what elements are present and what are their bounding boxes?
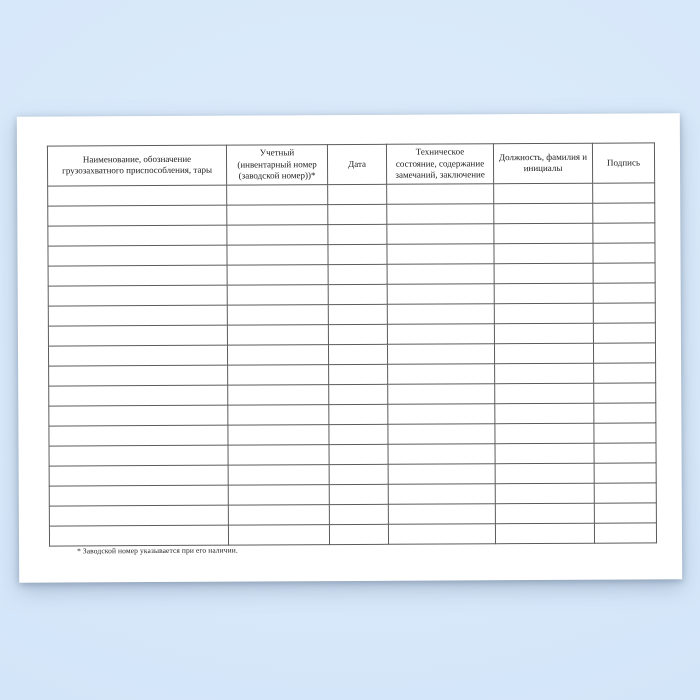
cell-date-row-18 bbox=[329, 524, 388, 544]
cell-date-row-14 bbox=[329, 444, 388, 464]
cell-account-number-row-12 bbox=[228, 404, 329, 425]
cell-technical-condition-row-5 bbox=[387, 263, 494, 284]
cell-signature-row-10 bbox=[594, 362, 656, 382]
table-header-row bbox=[47, 143, 654, 186]
column-header-technical-condition: Техническое состояние, содержание замечаний, заключение bbox=[386, 144, 493, 184]
column-header-name: Наименование, обозначение грузозахватного приспособления, тары bbox=[47, 145, 226, 185]
cell-signature-row-6 bbox=[593, 282, 655, 302]
cell-date-row-2 bbox=[328, 204, 387, 224]
cell-position-name-row-4 bbox=[494, 243, 593, 264]
cell-name-row-13 bbox=[49, 425, 228, 446]
cell-technical-condition-row-17 bbox=[388, 503, 495, 524]
cell-signature-row-13 bbox=[594, 422, 656, 442]
cell-signature-row-17 bbox=[594, 502, 656, 522]
cell-position-name-row-12 bbox=[495, 403, 594, 424]
cell-signature-row-15 bbox=[594, 462, 656, 482]
document-page bbox=[17, 113, 682, 582]
cell-signature-row-1 bbox=[593, 182, 655, 202]
cell-position-name-row-15 bbox=[495, 463, 594, 484]
cell-account-number-row-1 bbox=[227, 184, 328, 205]
cell-name-row-6 bbox=[48, 285, 227, 306]
cell-name-row-7 bbox=[48, 305, 227, 326]
cell-account-number-row-17 bbox=[228, 504, 329, 525]
cell-technical-condition-row-13 bbox=[388, 423, 495, 444]
cell-position-name-row-1 bbox=[494, 183, 593, 204]
cell-account-number-row-5 bbox=[227, 264, 328, 285]
cell-date-row-7 bbox=[328, 304, 387, 324]
cell-technical-condition-row-16 bbox=[388, 483, 495, 504]
cell-name-row-10 bbox=[49, 365, 228, 386]
cell-account-number-row-7 bbox=[227, 304, 328, 325]
cell-technical-condition-row-9 bbox=[387, 343, 494, 364]
cell-date-row-15 bbox=[329, 464, 388, 484]
cell-signature-row-18 bbox=[594, 522, 656, 542]
cell-position-name-row-3 bbox=[494, 223, 593, 244]
cell-date-row-17 bbox=[329, 504, 388, 524]
cell-signature-row-3 bbox=[593, 222, 655, 242]
cell-account-number-row-9 bbox=[227, 344, 328, 365]
cell-technical-condition-row-7 bbox=[387, 303, 494, 324]
cell-signature-row-16 bbox=[594, 482, 656, 502]
cell-position-name-row-5 bbox=[494, 263, 593, 284]
cell-position-name-row-11 bbox=[495, 383, 594, 404]
cell-position-name-row-7 bbox=[494, 303, 593, 324]
cell-account-number-row-16 bbox=[228, 484, 329, 505]
cell-position-name-row-9 bbox=[494, 343, 593, 364]
cell-position-name-row-2 bbox=[494, 203, 593, 224]
cell-signature-row-4 bbox=[593, 242, 655, 262]
cell-signature-row-7 bbox=[593, 302, 655, 322]
cell-technical-condition-row-8 bbox=[387, 323, 494, 344]
cell-account-number-row-13 bbox=[228, 424, 329, 445]
cell-date-row-11 bbox=[329, 384, 388, 404]
cell-signature-row-9 bbox=[593, 342, 655, 362]
cell-position-name-row-8 bbox=[494, 323, 593, 344]
cell-date-row-13 bbox=[329, 424, 388, 444]
cell-date-row-8 bbox=[328, 324, 387, 344]
cell-position-name-row-16 bbox=[495, 483, 594, 504]
cell-name-row-16 bbox=[49, 485, 228, 506]
cell-technical-condition-row-14 bbox=[388, 443, 495, 464]
cell-signature-row-2 bbox=[593, 202, 655, 222]
cell-name-row-5 bbox=[48, 265, 227, 286]
cell-name-row-18 bbox=[49, 525, 228, 546]
cell-account-number-row-15 bbox=[228, 464, 329, 485]
cell-technical-condition-row-2 bbox=[387, 203, 494, 224]
column-header-signature: Подпись bbox=[592, 143, 654, 183]
cell-account-number-row-14 bbox=[228, 444, 329, 465]
cell-account-number-row-8 bbox=[227, 324, 328, 345]
cell-technical-condition-row-4 bbox=[387, 243, 494, 264]
cell-account-number-row-3 bbox=[227, 224, 328, 245]
cell-account-number-row-2 bbox=[227, 204, 328, 225]
cell-name-row-2 bbox=[48, 205, 227, 226]
cell-name-row-15 bbox=[49, 465, 228, 486]
cell-name-row-3 bbox=[48, 225, 227, 246]
cell-date-row-10 bbox=[329, 364, 388, 384]
cell-name-row-8 bbox=[48, 325, 227, 346]
cell-name-row-9 bbox=[48, 345, 227, 366]
cell-account-number-row-18 bbox=[228, 524, 329, 545]
cell-name-row-17 bbox=[49, 505, 228, 526]
cell-date-row-4 bbox=[328, 244, 387, 264]
cell-technical-condition-row-15 bbox=[388, 463, 495, 484]
cell-name-row-4 bbox=[48, 245, 227, 266]
cell-signature-row-11 bbox=[594, 382, 656, 402]
cell-name-row-14 bbox=[49, 445, 228, 466]
column-header-account-number: Учетный (инвентарный номер (заводской номер))* bbox=[226, 145, 327, 185]
cell-technical-condition-row-18 bbox=[388, 523, 495, 544]
inspection-journal-table bbox=[47, 142, 657, 546]
cell-signature-row-14 bbox=[594, 442, 656, 462]
cell-date-row-12 bbox=[329, 404, 388, 424]
column-header-position-name: Должность, фамилия и инициалы bbox=[493, 143, 592, 183]
cell-name-row-1 bbox=[48, 185, 227, 206]
cell-technical-condition-row-1 bbox=[387, 183, 494, 204]
cell-date-row-5 bbox=[328, 264, 387, 284]
cell-position-name-row-10 bbox=[495, 363, 594, 384]
cell-name-row-12 bbox=[49, 405, 228, 426]
cell-date-row-1 bbox=[328, 184, 387, 204]
cell-technical-condition-row-12 bbox=[388, 403, 495, 424]
cell-technical-condition-row-11 bbox=[388, 383, 495, 404]
cell-technical-condition-row-10 bbox=[388, 363, 495, 384]
cell-date-row-16 bbox=[329, 484, 388, 504]
cell-date-row-3 bbox=[328, 224, 387, 244]
cell-technical-condition-row-3 bbox=[387, 223, 494, 244]
table-row-18 bbox=[49, 522, 656, 545]
cell-account-number-row-10 bbox=[228, 364, 329, 385]
cell-position-name-row-14 bbox=[495, 443, 594, 464]
column-header-date: Дата bbox=[327, 144, 386, 184]
cell-signature-row-12 bbox=[594, 402, 656, 422]
cell-name-row-11 bbox=[49, 385, 228, 406]
cell-date-row-9 bbox=[328, 344, 387, 364]
cell-signature-row-5 bbox=[593, 262, 655, 282]
cell-position-name-row-17 bbox=[495, 503, 594, 524]
cell-technical-condition-row-6 bbox=[387, 283, 494, 304]
footnote: * Заводской номер указывается при его наличии. bbox=[77, 545, 238, 556]
cell-position-name-row-6 bbox=[494, 283, 593, 304]
cell-position-name-row-13 bbox=[495, 423, 594, 444]
cell-date-row-6 bbox=[328, 284, 387, 304]
cell-position-name-row-18 bbox=[495, 523, 594, 544]
cell-account-number-row-4 bbox=[227, 244, 328, 265]
cell-signature-row-8 bbox=[593, 322, 655, 342]
cell-account-number-row-6 bbox=[227, 284, 328, 305]
cell-account-number-row-11 bbox=[228, 384, 329, 405]
